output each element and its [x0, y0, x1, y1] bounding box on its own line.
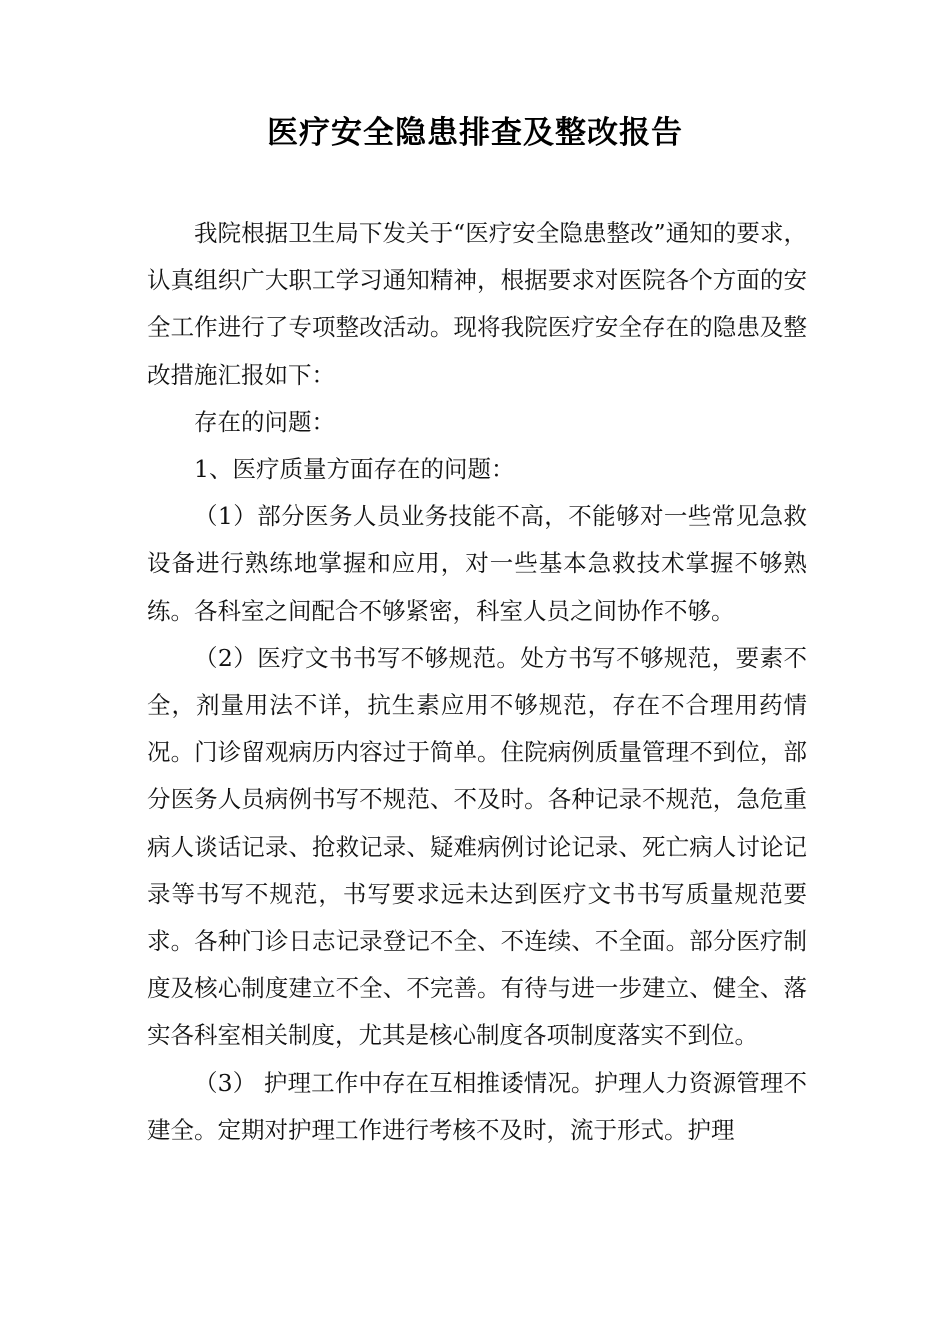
paragraph-item-3: （3） 护理工作中存在互相推诿情况。护理人力资源管理不建全。定期对护理工作进行考核不及时，流于形式。护理 [147, 1068, 807, 1144]
paragraph-intro: 我院根据卫生局下发关于“医疗安全隐患整改”通知的要求，认真组织广大职工学习通知精神，根据要求对医院各个方面的安全工作进行了专项整改活动。现将我院医疗安全存在的隐患及整改措施汇报如下： [147, 219, 807, 389]
paragraph-item-1: （1）部分医务人员业务技能不高，不能够对一些常见急救设备进行熟练地掌握和应用，对一些基本急救技术掌握不够熟练。各科室之间配合不够紧密，科室人员之间协作不够。 [147, 502, 807, 625]
paragraph-section-1-heading: 1、医疗质量方面存在的问题： [194, 455, 515, 484]
document-body [147, 210, 807, 1154]
paragraph-item-2: （2）医疗文书书写不够规范。处方书写不够规范，要素不全，剂量用法不详，抗生素应用不够规范，存在不合理用药情况。门诊留观病历内容过于简单。住院病例质量管理不到位，部分医务人员病例书写不规范、不及时。各种记录不规范，急危重病人谈话记录、抢救记录、疑难病例讨论记录、死亡病人讨论记录等书写不规范，书写要求远未达到医疗文书书写质量规范要求。各种门诊日志记录登记不全、不连续、不全面。部分医疗制度及核心制度建立不全、不完善。有待与进一步建立、健全、落实各科室相关制度，尤其是核心制度各项制度落实不到位。 [147, 643, 807, 1050]
document-title: 医疗安全隐患排查及整改报告 [267, 115, 683, 151]
paragraph-problems-heading: 存在的问题： [194, 407, 335, 436]
